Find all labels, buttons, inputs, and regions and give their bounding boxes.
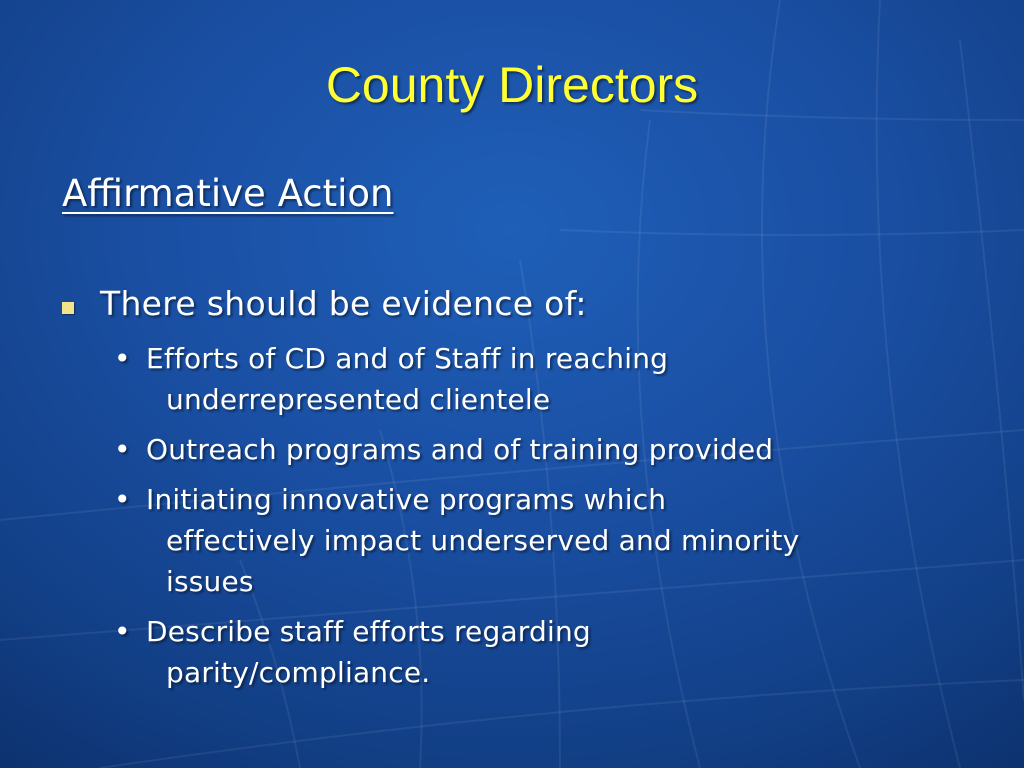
sub-bullet-line: Describe staff efforts regarding: [146, 615, 591, 648]
slide-subtitle: Affirmative Action: [62, 172, 394, 215]
sub-bullet-item: [114, 611, 974, 693]
sub-bullet-text: [146, 338, 974, 420]
slide-title: County Directors: [325, 57, 699, 113]
sub-bullet-line: issues: [166, 565, 254, 598]
sub-bullet-item: [114, 429, 974, 470]
sub-bullet-item: [114, 479, 974, 602]
sub-bullet-text: [146, 479, 974, 602]
square-bullet-icon: [62, 302, 74, 314]
bullet-dot-icon: •: [114, 615, 131, 648]
bullet-dot-icon: •: [114, 433, 131, 466]
sub-bullet-text: [146, 611, 974, 693]
bullet-dot-icon: •: [114, 342, 131, 375]
sub-bullet-item: [114, 338, 974, 420]
sub-bullet-line: underrepresented clientele: [166, 383, 551, 416]
sub-bullet-line: parity/compliance.: [166, 656, 431, 689]
main-bullet-text: There should be evidence of:: [100, 284, 587, 323]
sub-bullet-line: Outreach programs and of training provided: [146, 433, 774, 466]
sub-bullet-text: [146, 429, 974, 470]
bullet-dot-icon: •: [114, 483, 131, 516]
sub-bullet-line: Efforts of CD and of Staff in reaching: [146, 342, 669, 375]
sub-bullet-list: [114, 338, 974, 702]
sub-bullet-line: effectively impact underserved and minority: [166, 524, 800, 557]
sub-bullet-line: Initiating innovative programs which: [146, 483, 667, 516]
main-bullet: [62, 284, 587, 323]
